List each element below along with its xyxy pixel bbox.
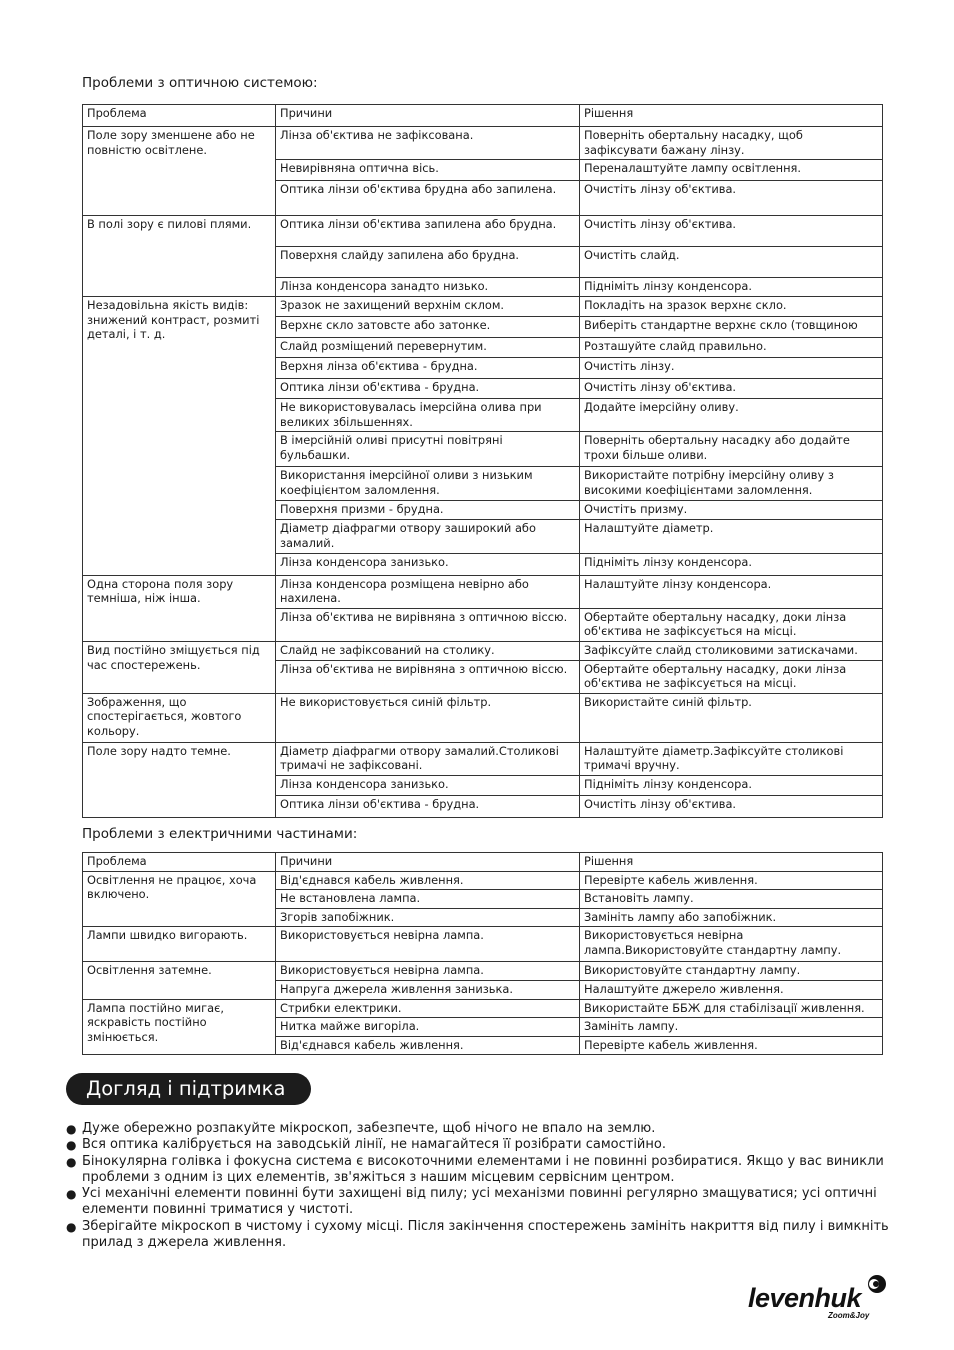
table-row	[83, 641, 883, 660]
solution-cell: Підніміть лінзу конденсора.	[580, 775, 883, 795]
solution-cell: Поверніть обертальну насадку, щоб зафіксувати бажану лінзу.	[580, 127, 883, 160]
cause-cell: Оптика лінзи об'єктива запилена або брудна.	[276, 216, 580, 247]
cause-cell: Напруга джерела живлення занизька.	[276, 980, 580, 999]
cause-cell: Використовується невірна лампа.	[276, 962, 580, 981]
cause-cell: Використовується невірна лампа.	[276, 927, 580, 962]
solution-cell: Перевірте кабель живлення.	[580, 871, 883, 890]
cause-cell: Стрибки електрики.	[276, 999, 580, 1018]
solution-cell: Перевірте кабель живлення.	[580, 1036, 883, 1055]
cause-cell: Лінза конденсора розміщена невірно або нахилена.	[276, 575, 580, 608]
cause-cell: Лінза конденсора занизько.	[276, 775, 580, 795]
table-row	[83, 871, 883, 890]
solution-cell: Переналаштуйте лампу освітлення.	[580, 160, 883, 181]
table-header-row	[83, 105, 883, 127]
table-row	[83, 962, 883, 981]
care-list-item	[66, 1218, 902, 1252]
electrical-section-title: Проблеми з електричними частинами:	[82, 826, 358, 842]
table-header-row	[83, 853, 883, 872]
cause-cell: Поверхня призми - брудна.	[276, 501, 580, 520]
problem-cell: Незадовільна якість видів: знижений контраст, розмиті деталі, і т. д.	[83, 297, 276, 575]
care-list	[66, 1121, 902, 1251]
solution-cell: Очистіть лінзу об'єктива.	[580, 216, 883, 247]
solution-cell: Очистіть лінзу об'єктива.	[580, 379, 883, 399]
problem-cell: Поле зору надто темне.	[83, 742, 276, 817]
solution-cell: Налаштуйте лінзу конденсора.	[580, 575, 883, 608]
cause-cell: Не використовувалась імерсійна олива при великих збільшеннях.	[276, 399, 580, 432]
care-list-item	[66, 1137, 902, 1153]
solution-cell: Обертайте обертальну насадку, доки лінза об'єктива не зафіксується на місці.	[580, 608, 883, 641]
header-problem: Проблема	[83, 105, 276, 127]
table-row	[83, 127, 883, 160]
table-row	[83, 742, 883, 775]
care-item-text: Вся оптика калібрується на заводській лінії, не намагайтеся її розібрати самостійно.	[82, 1137, 666, 1153]
logo-wordmark: levenhuk	[748, 1283, 862, 1313]
cause-cell: Лінза конденсора занизько.	[276, 553, 580, 575]
solution-cell: Покладіть на зразок верхнє скло.	[580, 297, 883, 317]
care-item-text: Дуже обережно розпакуйте мікроскоп, забезпечте, щоб нічого не впало на землю.	[82, 1121, 656, 1136]
solution-cell: Очистіть призму.	[580, 501, 883, 520]
problem-cell: Одна сторона поля зору темніша, ніж інша.	[83, 575, 276, 641]
electrical-problems-table	[82, 852, 883, 1055]
table-row	[83, 999, 883, 1018]
optical-problems-table	[82, 104, 883, 818]
solution-cell: Встановіть лампу.	[580, 890, 883, 909]
table-row	[83, 216, 883, 247]
cause-cell: Лінза об'єктива не вирівняна з оптичною віссю.	[276, 660, 580, 693]
problem-cell: В полі зору є пилові плями.	[83, 216, 276, 297]
problem-cell: Зображення, що спостерігається, жовтого кольору.	[83, 693, 276, 742]
problem-cell: Лампа постійно мигає, яскравість постійно змінюється.	[83, 999, 276, 1055]
cause-cell: Згорів запобіжник.	[276, 908, 580, 927]
header-cause: Причини	[276, 105, 580, 127]
solution-cell: Замініть лампу.	[580, 1018, 883, 1037]
header-problem: Проблема	[83, 853, 276, 872]
cause-cell: Оптика лінзи об'єктива брудна або запилена.	[276, 181, 580, 216]
solution-cell: Очистіть лінзу об'єктива.	[580, 795, 883, 817]
cause-cell: Не використовується синій фільтр.	[276, 693, 580, 742]
solution-cell: Використайте потрібну імерсійну оливу з високими коефіцієнтами заломлення.	[580, 467, 883, 501]
cause-cell: Використання імерсійної оливи з низьким коефіцієнтом заломлення.	[276, 467, 580, 501]
levenhuk-logo	[748, 1272, 888, 1322]
cause-cell: Верхня лінза об'єктива - брудна.	[276, 358, 580, 379]
bullet-icon: ●	[66, 1154, 77, 1169]
care-item-text: Усі механічні елементи повинні бути захищені від пилу; усі механізми повинні регулярно змащуватися; усі оптичні елементи повинні триматися у чистоті.	[82, 1186, 877, 1218]
cause-cell: Лінза конденсора занадто низько.	[276, 278, 580, 297]
care-list-item	[66, 1121, 902, 1137]
solution-cell: Розташуйте слайд правильно.	[580, 338, 883, 358]
solution-cell: Додайте імерсійну оливу.	[580, 399, 883, 432]
cause-cell: Поверхня слайду запилена або брудна.	[276, 247, 580, 278]
cause-cell: Верхнє скло затовсте або затонке.	[276, 317, 580, 338]
care-list-item	[66, 1186, 902, 1219]
bullet-icon: ●	[66, 1138, 77, 1153]
solution-cell: Очистіть лінзу.	[580, 358, 883, 379]
cause-cell: Слайд не зафіксований на столику.	[276, 641, 580, 660]
problem-cell: Освітлення не працює, хоча включено.	[83, 871, 276, 927]
solution-cell: Використайте ББЖ для стабілізації живлення.	[580, 999, 883, 1018]
bullet-icon: ●	[66, 1219, 77, 1234]
solution-cell: Підніміть лінзу конденсора.	[580, 553, 883, 575]
problem-cell: Вид постійно зміщується під час спостережень.	[83, 641, 276, 693]
solution-cell: Підніміть лінзу конденсора.	[580, 278, 883, 297]
cause-cell: Оптика лінзи об'єктива - брудна.	[276, 795, 580, 817]
cause-cell: Оптика лінзи об'єктива - брудна.	[276, 379, 580, 399]
cause-cell: Не встановлена лампа.	[276, 890, 580, 909]
table-row	[83, 575, 883, 608]
care-item-text: Зберігайте мікроскоп в чистому і сухому місці. Після закінчення спостережень замініть накриття від пилу і вимкніть прилад з джерела живлення.	[82, 1218, 889, 1251]
care-item-text: Бінокулярна голівка і фокусна система є високоточними елементами і не повинні розбиратися. Якщо у вас виникли проблеми з одним із цих елементів, зв'яжіться з нашим місцевим сервісним центром.	[82, 1153, 884, 1185]
optical-section-title: Проблеми з оптичною системою:	[82, 75, 318, 91]
cause-cell: Нитка майже вигоріла.	[276, 1018, 580, 1037]
solution-cell: Налаштуйте джерело живлення.	[580, 980, 883, 999]
solution-cell: Очистіть лінзу об'єктива.	[580, 181, 883, 216]
cause-cell: Зразок не захищений верхнім склом.	[276, 297, 580, 317]
solution-cell: Виберіть стандартне верхнє скло (товщиною	[580, 317, 883, 338]
solution-cell: Використовуйте стандартну лампу.	[580, 962, 883, 981]
solution-cell: Замініть лампу або запобіжник.	[580, 908, 883, 927]
cause-cell: В імерсійній оливі присутні повітряні бульбашки.	[276, 432, 580, 467]
cause-cell: Діаметр діафрагми отвору заширокий або замалий.	[276, 520, 580, 553]
logo-tagline: Zoom&Joy	[828, 1311, 870, 1320]
problem-cell: Освітлення затемне.	[83, 962, 276, 999]
cause-cell: Лінза об'єктива не вирівняна з оптичною віссю.	[276, 608, 580, 641]
header-cause: Причини	[276, 853, 580, 872]
care-section-header: Догляд і підтримка	[66, 1073, 311, 1105]
problem-cell: Поле зору зменшене або не повністю освітлене.	[83, 127, 276, 216]
table-row	[83, 693, 883, 742]
cause-cell: Від'єднався кабель живлення.	[276, 871, 580, 890]
solution-cell: Зафіксуйте слайд столиковими затискачами.	[580, 641, 883, 660]
bullet-icon: ●	[66, 1122, 77, 1136]
bullet-icon: ●	[66, 1187, 77, 1202]
solution-cell: Використовується невірна лампа.Використовуйте стандартну лампу.	[580, 927, 883, 962]
solution-cell: Обертайте обертальну насадку, доки лінза об'єктива не зафіксується на місці.	[580, 660, 883, 693]
cause-cell: Невирівняна оптична вісь.	[276, 160, 580, 181]
table-row	[83, 297, 883, 317]
care-list-item	[66, 1153, 902, 1187]
header-solution: Рішення	[580, 105, 883, 127]
header-solution: Рішення	[580, 853, 883, 872]
cause-cell: Діаметр діафрагми отвору замалий.Столикові тримачі не зафіксовані.	[276, 742, 580, 775]
solution-cell: Налаштуйте діаметр.Зафіксуйте столикові тримачі вручну.	[580, 742, 883, 775]
cause-cell: Від'єднався кабель живлення.	[276, 1036, 580, 1055]
table-row	[83, 927, 883, 962]
cause-cell: Слайд розміщений перевернутим.	[276, 338, 580, 358]
solution-cell: Використайте синій фільтр.	[580, 693, 883, 742]
solution-cell: Поверніть обертальну насадку або додайте трохи більше оливи.	[580, 432, 883, 467]
solution-cell: Налаштуйте діаметр.	[580, 520, 883, 553]
solution-cell: Очистіть слайд.	[580, 247, 883, 278]
cause-cell: Лінза об'єктива не зафіксована.	[276, 127, 580, 160]
problem-cell: Лампи швидко вигорають.	[83, 927, 276, 962]
